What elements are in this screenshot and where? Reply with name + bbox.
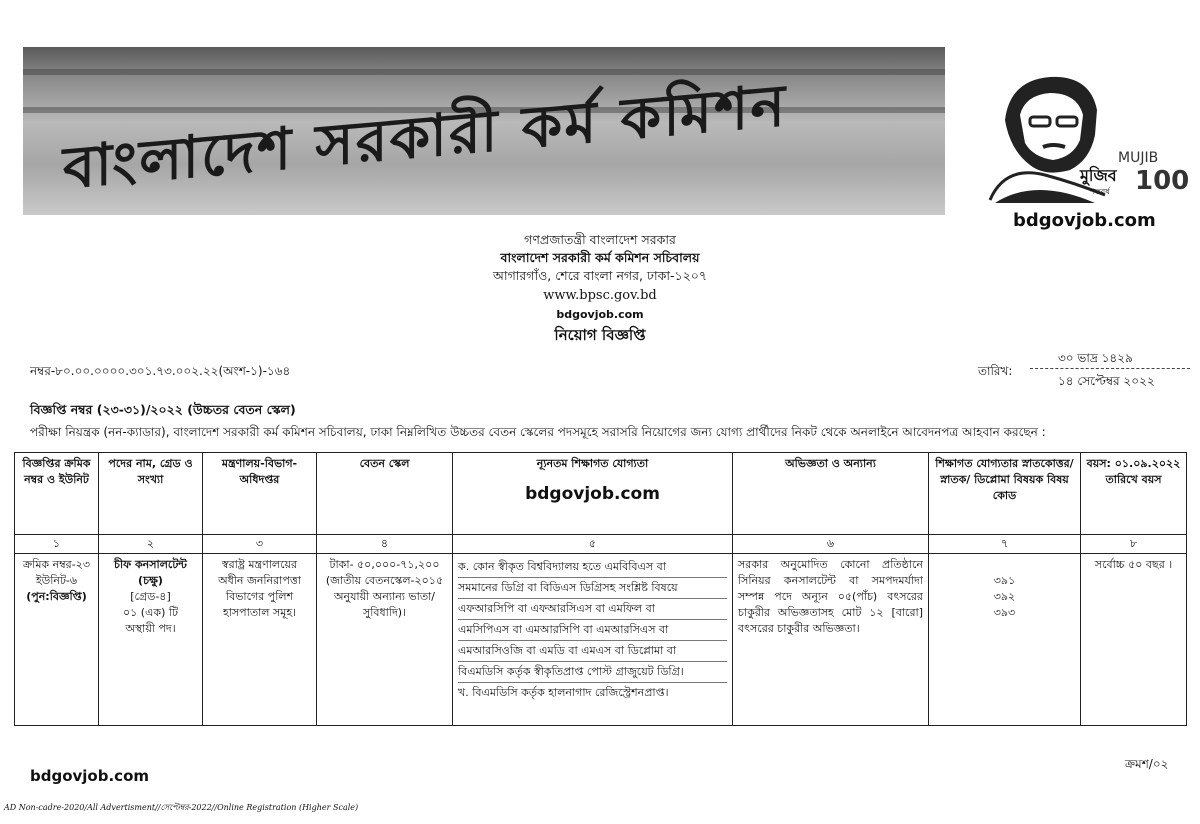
col-num: ২ [99, 535, 203, 554]
education-line: এমআরসিওজি বা এমডি বা এমএস বা ডিপ্লোমা বা [458, 641, 727, 662]
age-cell: সর্বোচ্চ ৫০ বছর । [1081, 554, 1187, 726]
education-line: বিএমডিসি কর্তৃক স্বীকৃতিপ্রাপ্ত পোস্ট গ্রাজুয়েট ডিগ্রি। [458, 662, 727, 683]
cell-serial [15, 554, 99, 726]
pay-scale-cell: টাকা- ৫০,০০০-৭১,২০০ (জাতীয় বেতনস্কেল-২০১৫ অনুযায়ী অন্যান্য ভাতা/সুবিধাদি)। [317, 554, 453, 726]
col-num: ৬ [733, 535, 929, 554]
col-num: ৮ [1081, 535, 1187, 554]
post-grade: [গ্রেড-৪] [130, 590, 171, 603]
header-subject-code: শিক্ষাগত যোগ্যতার স্নাতকোত্তর/স্নাতক/ ডিপ্লোমা বিষয়ক বিষয় কোড [929, 453, 1081, 535]
header-post: পদের নাম, গ্রেড ও সংখ্যা [99, 453, 203, 535]
serial-number: ক্রমিক নম্বর-২৩ [22, 558, 90, 571]
header-age: বয়স: ০১.০৯.২০২২ তারিখে বয়স [1081, 453, 1187, 535]
site-watermark-top: bdgovjob.com [1013, 210, 1156, 231]
office-line: বাংলাদেশ সরকারী কর্ম কমিশন সচিবালয় [500, 250, 700, 265]
education-line: ক. কোন স্বীকৃত বিশ্ববিদ্যালয় হতে এমবিবিএস বা [458, 557, 727, 578]
education-line: এমসিপিএস বা এমআরসিপি বা এমআরসিএস বা [458, 620, 727, 641]
date-label: তারিখ: [978, 364, 1013, 378]
continued-marker: ক্রমশ/০২ [1125, 757, 1169, 771]
cell-codes [929, 554, 1081, 726]
col-num: ৭ [929, 535, 1081, 554]
table-watermark: bdgovjob.com [525, 484, 660, 504]
table-header-row [15, 453, 1187, 535]
subject-code: ৩৯১ [993, 574, 1016, 587]
col-num: ৩ [203, 535, 317, 554]
website-link[interactable]: www.bpsc.gov.bd [543, 288, 657, 303]
post-type: অস্থায়ী পদ। [125, 622, 176, 635]
table-row [15, 554, 1187, 726]
date-divider [1030, 368, 1190, 369]
intro-text: পরীক্ষা নিয়ন্ত্রক (নন-ক্যাডার), বাংলাদেশ সরকারী কর্ম কমিশন সচিবালয়, ঢাকা নিম্নলিখিত উচ্চতর বেতন স্কেলের পদসমূহে সরাসরি নিয়োগের জন্য যোগ্য প্রার্থীদের নিকট থেকে অনলাইনে আবেদনপত্র আহবান করছেন : [30, 425, 1046, 439]
education-line: সমমানের ডিগ্রি বা বিডিএস ডিগ্রিসহ সংশ্লিষ্ট বিষয়ে [458, 578, 727, 599]
re-notice: (পুন:বিজ্ঞপ্তি) [26, 590, 87, 603]
header-education-label: ন্যূনতম শিক্ষাগত যোগ্যতা [536, 457, 649, 470]
cell-post [99, 554, 203, 726]
date-bangla: ৩০ ভাদ্র ১৪২৯ [1058, 351, 1133, 365]
gov-line: গণপ্রজাতন্ত্রী বাংলাদেশ সরকার [524, 232, 676, 247]
mujib-portrait-logo [985, 65, 1155, 205]
date-english: ১৪ সেপ্টেম্বর ২০২২ [1058, 374, 1155, 388]
education-line: এফআরসিপি বা এফআরসিএস বা এমফিল বা [458, 599, 727, 620]
site-watermark-bottom: bdgovjob.com [30, 767, 150, 785]
page-title: নিয়োগ বিজ্ঞপ্তি [554, 326, 646, 344]
site-small: bdgovjob.com [556, 308, 644, 321]
column-number-row [15, 535, 1187, 554]
footnote: AD Non-cadre-2020/All Advertisment//সেপ্টেম্বর-2022//Online Registration (Higher Scale) [4, 803, 359, 812]
education-line: খ. বিএমডিসি কর্তৃক হালনাগাদ রেজিস্ট্রেশনপ্রাপ্ত। [458, 686, 669, 699]
notice-number: বিজ্ঞপ্তি নম্বর (২৩-৩১)/২০২২ (উচ্চতর বেতন স্কেল) [30, 402, 296, 417]
post-name: চীফ কনসালটেন্ট (চক্ষু) [114, 558, 187, 587]
experience-cell: সরকার অনুমোদিত কোনো প্রতিষ্ঠানে সিনিয়র কনসালটেন্ট বা সমপদমর্যাদা সম্পন্ন পদে অন্যূন ০৫(পাঁচ) বৎসরের চাকুরীর অভিজ্ঞতাসহ মোট ১২ [বারো] বৎসরের চাকুরীর অভিজ্ঞতা। [733, 554, 929, 726]
unit: ইউনিট-৬ [35, 574, 78, 587]
post-count: ০১ (এক) টি [122, 606, 179, 619]
col-num: ৫ [453, 535, 733, 554]
banner-sign-text: বাংলাদেশ সরকারী কর্ম কমিশন [63, 70, 787, 203]
mujib-label-bn: মুজিব [1080, 166, 1117, 185]
subject-code: ৩৯৩ [993, 606, 1016, 619]
reference-number: নম্বর-৮০.০০.০০০০.৩০১.৭৩.০০২.২২(অংশ-১)-১৬৪ [30, 364, 291, 378]
mujib-label-en: MUJIB [1118, 150, 1159, 166]
col-num: ১ [15, 535, 99, 554]
mujib-number: 100 [1135, 166, 1190, 196]
banner-photo [23, 47, 945, 215]
vacancy-table [14, 452, 1187, 726]
cell-education [453, 554, 733, 726]
address-line: আগারগাঁও, শেরে বাংলা নগর, ঢাকা-১২০৭ [493, 268, 707, 283]
header-experience: অভিজ্ঞতা ও অন্যান্য [733, 453, 929, 535]
ministry-cell: স্বরাষ্ট্র মন্ত্রণালয়ের অধীন জননিরাপত্তা বিভাগের পুলিশ হাসপাতাল সমূহ। [203, 554, 317, 726]
header-serial: বিজ্ঞপ্তির ক্রমিক নম্বর ও ইউনিট [15, 453, 99, 535]
mujib-sub: শতবর্ষ [1090, 187, 1110, 196]
header-ministry: মন্ত্রণালয়-বিভাগ-অধিদপ্তর [203, 453, 317, 535]
header-education [453, 453, 733, 535]
header-pay-scale: বেতন স্কেল [317, 453, 453, 535]
subject-code: ৩৯২ [993, 590, 1016, 603]
col-num: ৪ [317, 535, 453, 554]
